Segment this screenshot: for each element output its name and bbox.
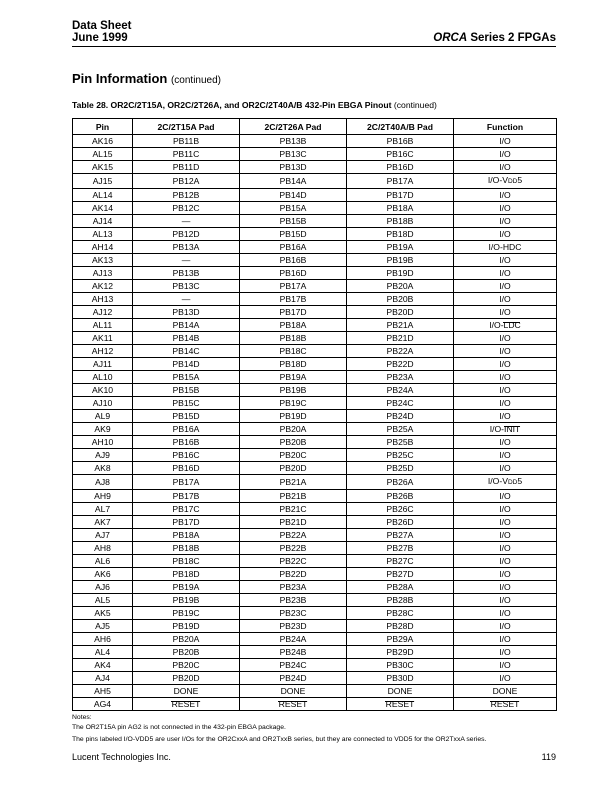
cell-15a-pad: PB17B xyxy=(133,490,240,503)
cell-40ab-pad: PB25B xyxy=(347,436,454,449)
table-row xyxy=(73,503,557,516)
table-row xyxy=(73,423,557,436)
table-row xyxy=(73,555,557,568)
cell-26a-pad: PB20B xyxy=(240,436,347,449)
cell-40ab-pad: DONE xyxy=(347,685,454,698)
cell-pin: AJ15 xyxy=(73,174,133,189)
table-caption-text: Table 28. OR2C/2T15A, OR2C/2T26A, and OR2C/2T40A/B 432-Pin EBGA Pinout xyxy=(72,100,392,110)
cell-40ab-pad: PB16D xyxy=(347,161,454,174)
table-row xyxy=(73,306,557,319)
table-row xyxy=(73,345,557,358)
col-function: Function xyxy=(454,119,557,135)
cell-15a-pad: PB19D xyxy=(133,620,240,633)
cell-function: I/O-LDC xyxy=(454,319,557,332)
cell-26a-pad: PB23D xyxy=(240,620,347,633)
cell-function: I/O xyxy=(454,620,557,633)
cell-pin: AJ12 xyxy=(73,306,133,319)
cell-pin: AK7 xyxy=(73,516,133,529)
cell-26a-pad: PB19D xyxy=(240,410,347,423)
product-series: Series 2 FPGAs xyxy=(467,32,556,44)
cell-26a-pad: PB17A xyxy=(240,280,347,293)
cell-40ab-pad: PB28A xyxy=(347,581,454,594)
cell-26a-pad: PB24B xyxy=(240,646,347,659)
cell-15a-pad: DONE xyxy=(133,685,240,698)
cell-function: I/O xyxy=(454,148,557,161)
doc-header-right xyxy=(433,32,556,44)
cell-15a-pad: PB19B xyxy=(133,594,240,607)
col-15a-pad: 2C/2T15A Pad xyxy=(133,119,240,135)
cell-26a-pad: PB21B xyxy=(240,490,347,503)
cell-15a-pad: PB16B xyxy=(133,436,240,449)
cell-26a-pad: PB18C xyxy=(240,345,347,358)
cell-pin: AK12 xyxy=(73,280,133,293)
cell-40ab-pad: PB20B xyxy=(347,293,454,306)
table-row xyxy=(73,397,557,410)
cell-15a-pad: PB11D xyxy=(133,161,240,174)
cell-15a-pad: PB12D xyxy=(133,228,240,241)
cell-function: I/O xyxy=(454,202,557,215)
cell-26a-pad: PB13B xyxy=(240,135,347,148)
cell-function: I/O xyxy=(454,228,557,241)
cell-function: I/O xyxy=(454,384,557,397)
cell-function: I/O xyxy=(454,555,557,568)
cell-15a-pad: PB14A xyxy=(133,319,240,332)
cell-40ab-pad: PB18A xyxy=(347,202,454,215)
cell-function: I/O xyxy=(454,503,557,516)
overline-mark xyxy=(504,426,520,427)
cell-function: I/O xyxy=(454,672,557,685)
cell-pin: AK5 xyxy=(73,607,133,620)
cell-function: I/O xyxy=(454,189,557,202)
cell-26a-pad: PB13D xyxy=(240,161,347,174)
cell-pin: AH6 xyxy=(73,633,133,646)
cell-26a-pad: PB24A xyxy=(240,633,347,646)
cell-15a-pad: — xyxy=(133,215,240,228)
overline-mark xyxy=(503,322,520,323)
cell-function: RESET xyxy=(454,698,557,711)
cell-pin: AJ7 xyxy=(73,529,133,542)
cell-function: I/O xyxy=(454,345,557,358)
cell-pin: AJ10 xyxy=(73,397,133,410)
cell-function: I/O-INIT xyxy=(454,423,557,436)
cell-function: I/O xyxy=(454,436,557,449)
cell-function: I/O xyxy=(454,594,557,607)
table-row xyxy=(73,332,557,345)
cell-pin: AH14 xyxy=(73,241,133,254)
table-row xyxy=(73,490,557,503)
cell-pin: AL9 xyxy=(73,410,133,423)
cell-function: I/O xyxy=(454,633,557,646)
cell-26a-pad: PB22A xyxy=(240,529,347,542)
table-row xyxy=(73,581,557,594)
table-row xyxy=(73,436,557,449)
table-body xyxy=(73,135,557,711)
overline-mark xyxy=(490,701,519,702)
cell-40ab-pad: PB17A xyxy=(347,174,454,189)
table-row xyxy=(73,215,557,228)
cell-40ab-pad: PB26B xyxy=(347,490,454,503)
cell-26a-pad: PB14A xyxy=(240,174,347,189)
table-row xyxy=(73,174,557,189)
cell-26a-pad: PB24D xyxy=(240,672,347,685)
cell-26a-pad: DONE xyxy=(240,685,347,698)
product-brand: ORCA xyxy=(433,32,468,44)
table-row xyxy=(73,254,557,267)
cell-15a-pad: PB16A xyxy=(133,423,240,436)
cell-15a-pad: PB20C xyxy=(133,659,240,672)
table-row xyxy=(73,620,557,633)
cell-function: I/O xyxy=(454,371,557,384)
cell-pin: AH5 xyxy=(73,685,133,698)
cell-40ab-pad: PB24D xyxy=(347,410,454,423)
cell-function: I/O-HDC xyxy=(454,241,557,254)
cell-26a-pad: PB23A xyxy=(240,581,347,594)
cell-function: I/O xyxy=(454,254,557,267)
cell-function: I/O xyxy=(454,410,557,423)
cell-pin: AL13 xyxy=(73,228,133,241)
table-row xyxy=(73,568,557,581)
table-row xyxy=(73,319,557,332)
table-row xyxy=(73,542,557,555)
cell-15a-pad: PB15C xyxy=(133,397,240,410)
cell-pin: AK11 xyxy=(73,332,133,345)
cell-function: I/O xyxy=(454,306,557,319)
note-1: The OR2T15A pin AG2 is not connected in the 432-pin EBGA package. xyxy=(72,724,286,731)
table-caption xyxy=(72,100,437,110)
footer-company: Lucent Technologies Inc. xyxy=(72,752,171,762)
cell-40ab-pad: PB20A xyxy=(347,280,454,293)
cell-26a-pad: PB15B xyxy=(240,215,347,228)
cell-26a-pad: PB14D xyxy=(240,189,347,202)
cell-26a-pad: RESET xyxy=(240,698,347,711)
col-pin: Pin xyxy=(73,119,133,135)
cell-40ab-pad: PB25C xyxy=(347,449,454,462)
cell-pin: AH12 xyxy=(73,345,133,358)
cell-pin: AL11 xyxy=(73,319,133,332)
cell-26a-pad: PB15A xyxy=(240,202,347,215)
cell-pin: AL4 xyxy=(73,646,133,659)
table-header-row xyxy=(73,119,557,135)
cell-pin: AJ5 xyxy=(73,620,133,633)
table-row xyxy=(73,189,557,202)
table-row xyxy=(73,516,557,529)
doc-type: Data Sheet xyxy=(72,20,132,32)
cell-pin: AJ11 xyxy=(73,358,133,371)
table-row xyxy=(73,267,557,280)
cell-40ab-pad: PB19D xyxy=(347,267,454,280)
cell-26a-pad: PB16B xyxy=(240,254,347,267)
cell-15a-pad: PB15D xyxy=(133,410,240,423)
table-row xyxy=(73,659,557,672)
cell-15a-pad: PB14C xyxy=(133,345,240,358)
cell-40ab-pad: PB18D xyxy=(347,228,454,241)
cell-function: I/O-VDD5 xyxy=(454,174,557,189)
cell-pin: AH8 xyxy=(73,542,133,555)
cell-26a-pad: PB22C xyxy=(240,555,347,568)
table-row xyxy=(73,449,557,462)
cell-40ab-pad: PB30D xyxy=(347,672,454,685)
cell-26a-pad: PB18B xyxy=(240,332,347,345)
section-title-text: Pin Information xyxy=(72,71,168,86)
cell-function: I/O xyxy=(454,397,557,410)
cell-15a-pad: PB17A xyxy=(133,475,240,490)
cell-15a-pad: — xyxy=(133,293,240,306)
cell-26a-pad: PB17B xyxy=(240,293,347,306)
cell-pin: AK10 xyxy=(73,384,133,397)
cell-pin: AL10 xyxy=(73,371,133,384)
cell-pin: AL14 xyxy=(73,189,133,202)
table-row xyxy=(73,358,557,371)
cell-15a-pad: PB13D xyxy=(133,306,240,319)
cell-pin: AK15 xyxy=(73,161,133,174)
cell-40ab-pad: PB20D xyxy=(347,306,454,319)
cell-15a-pad: PB18B xyxy=(133,542,240,555)
table-row xyxy=(73,293,557,306)
cell-pin: AK14 xyxy=(73,202,133,215)
cell-40ab-pad: PB26A xyxy=(347,475,454,490)
cell-40ab-pad: PB27C xyxy=(347,555,454,568)
cell-function: I/O xyxy=(454,161,557,174)
overline-mark xyxy=(278,701,307,702)
cell-26a-pad: PB20A xyxy=(240,423,347,436)
note-2: The pins labeled I/O-VDD5 are user I/Os for the OR2CxxA and OR2TxxB series, but they are connected to VDD5 for the OR2TxxA series. xyxy=(72,736,487,743)
cell-function: I/O xyxy=(454,607,557,620)
cell-function: I/O xyxy=(454,462,557,475)
cell-15a-pad: PB16C xyxy=(133,449,240,462)
table-caption-suffix: (continued) xyxy=(393,100,437,110)
cell-15a-pad: PB17D xyxy=(133,516,240,529)
doc-date: June 1999 xyxy=(72,32,128,44)
cell-40ab-pad: PB18B xyxy=(347,215,454,228)
cell-40ab-pad: PB24C xyxy=(347,397,454,410)
table-row xyxy=(73,698,557,711)
cell-function: I/O xyxy=(454,358,557,371)
cell-15a-pad: PB19C xyxy=(133,607,240,620)
table-row xyxy=(73,672,557,685)
cell-26a-pad: PB22D xyxy=(240,568,347,581)
table-row xyxy=(73,685,557,698)
cell-function: I/O xyxy=(454,215,557,228)
cell-15a-pad: PB13A xyxy=(133,241,240,254)
cell-15a-pad: PB15B xyxy=(133,384,240,397)
cell-40ab-pad: PB29A xyxy=(347,633,454,646)
cell-function: I/O xyxy=(454,568,557,581)
cell-15a-pad: PB13B xyxy=(133,267,240,280)
table-row xyxy=(73,475,557,490)
table-row xyxy=(73,148,557,161)
cell-40ab-pad: PB17D xyxy=(347,189,454,202)
cell-function: I/O xyxy=(454,581,557,594)
table-row xyxy=(73,202,557,215)
cell-40ab-pad: PB29D xyxy=(347,646,454,659)
cell-40ab-pad: PB16B xyxy=(347,135,454,148)
cell-15a-pad: PB19A xyxy=(133,581,240,594)
table-row xyxy=(73,646,557,659)
cell-function: I/O xyxy=(454,516,557,529)
cell-26a-pad: PB20C xyxy=(240,449,347,462)
cell-15a-pad: PB14D xyxy=(133,358,240,371)
cell-26a-pad: PB18A xyxy=(240,319,347,332)
cell-pin: AL5 xyxy=(73,594,133,607)
cell-pin: AH10 xyxy=(73,436,133,449)
table-row xyxy=(73,384,557,397)
section-title xyxy=(72,71,221,86)
table-row xyxy=(73,280,557,293)
cell-26a-pad: PB23B xyxy=(240,594,347,607)
cell-function: I/O xyxy=(454,659,557,672)
cell-15a-pad: PB12B xyxy=(133,189,240,202)
cell-15a-pad: PB14B xyxy=(133,332,240,345)
overline-mark xyxy=(385,701,414,702)
table-row xyxy=(73,241,557,254)
cell-function: I/O xyxy=(454,529,557,542)
cell-function: I/O xyxy=(454,293,557,306)
cell-26a-pad: PB19B xyxy=(240,384,347,397)
cell-15a-pad: PB17C xyxy=(133,503,240,516)
cell-40ab-pad: PB28D xyxy=(347,620,454,633)
cell-function: I/O-VDD5 xyxy=(454,475,557,490)
cell-pin: AL15 xyxy=(73,148,133,161)
cell-function: I/O xyxy=(454,646,557,659)
cell-40ab-pad: PB22A xyxy=(347,345,454,358)
cell-40ab-pad: PB21A xyxy=(347,319,454,332)
cell-40ab-pad: PB19B xyxy=(347,254,454,267)
table-row xyxy=(73,462,557,475)
col-26a-pad: 2C/2T26A Pad xyxy=(240,119,347,135)
cell-26a-pad: PB24C xyxy=(240,659,347,672)
section-suffix: (continued) xyxy=(170,75,221,86)
notes xyxy=(72,713,486,745)
cell-40ab-pad: PB27A xyxy=(347,529,454,542)
cell-15a-pad: PB12A xyxy=(133,174,240,189)
cell-pin: AJ14 xyxy=(73,215,133,228)
cell-40ab-pad: PB28C xyxy=(347,607,454,620)
cell-26a-pad: PB16A xyxy=(240,241,347,254)
cell-40ab-pad: PB21D xyxy=(347,332,454,345)
table-row xyxy=(73,228,557,241)
table-row xyxy=(73,607,557,620)
cell-15a-pad: PB12C xyxy=(133,202,240,215)
cell-40ab-pad: PB30C xyxy=(347,659,454,672)
col-40ab-pad: 2C/2T40A/B Pad xyxy=(347,119,454,135)
cell-40ab-pad: PB19A xyxy=(347,241,454,254)
table-row xyxy=(73,529,557,542)
cell-40ab-pad: PB26C xyxy=(347,503,454,516)
doc-header-left xyxy=(72,20,131,44)
cell-15a-pad: PB18A xyxy=(133,529,240,542)
cell-function: I/O xyxy=(454,332,557,345)
cell-pin: AJ9 xyxy=(73,449,133,462)
cell-40ab-pad: PB28B xyxy=(347,594,454,607)
cell-26a-pad: PB23C xyxy=(240,607,347,620)
cell-function: I/O xyxy=(454,542,557,555)
cell-function: I/O xyxy=(454,280,557,293)
cell-pin: AG4 xyxy=(73,698,133,711)
cell-26a-pad: PB18D xyxy=(240,358,347,371)
cell-function: I/O xyxy=(454,135,557,148)
cell-pin: AJ8 xyxy=(73,475,133,490)
cell-15a-pad: PB13C xyxy=(133,280,240,293)
cell-40ab-pad: PB25D xyxy=(347,462,454,475)
cell-40ab-pad: PB26D xyxy=(347,516,454,529)
cell-15a-pad: PB18C xyxy=(133,555,240,568)
cell-15a-pad: RESET xyxy=(133,698,240,711)
cell-function: I/O xyxy=(454,267,557,280)
cell-pin: AH9 xyxy=(73,490,133,503)
cell-15a-pad: PB20B xyxy=(133,646,240,659)
cell-pin: AL7 xyxy=(73,503,133,516)
cell-15a-pad: PB18D xyxy=(133,568,240,581)
cell-26a-pad: PB21C xyxy=(240,503,347,516)
cell-function: I/O xyxy=(454,449,557,462)
cell-pin: AK9 xyxy=(73,423,133,436)
cell-40ab-pad: PB22D xyxy=(347,358,454,371)
table-row xyxy=(73,410,557,423)
cell-26a-pad: PB21A xyxy=(240,475,347,490)
cell-40ab-pad: PB27D xyxy=(347,568,454,581)
cell-40ab-pad: PB25A xyxy=(347,423,454,436)
cell-40ab-pad: PB27B xyxy=(347,542,454,555)
cell-26a-pad: PB15D xyxy=(240,228,347,241)
cell-15a-pad: PB15A xyxy=(133,371,240,384)
cell-pin: AK6 xyxy=(73,568,133,581)
cell-26a-pad: PB19A xyxy=(240,371,347,384)
cell-40ab-pad: PB16C xyxy=(347,148,454,161)
table-row xyxy=(73,135,557,148)
cell-26a-pad: PB21D xyxy=(240,516,347,529)
page-number: 119 xyxy=(541,752,556,762)
cell-26a-pad: PB22B xyxy=(240,542,347,555)
table-row xyxy=(73,633,557,646)
cell-40ab-pad: PB24A xyxy=(347,384,454,397)
cell-pin: AK4 xyxy=(73,659,133,672)
cell-pin: AJ6 xyxy=(73,581,133,594)
notes-label: Notes: xyxy=(72,714,92,721)
cell-26a-pad: PB13C xyxy=(240,148,347,161)
cell-15a-pad: PB16D xyxy=(133,462,240,475)
cell-15a-pad: — xyxy=(133,254,240,267)
cell-pin: AK13 xyxy=(73,254,133,267)
cell-26a-pad: PB17D xyxy=(240,306,347,319)
cell-pin: AJ4 xyxy=(73,672,133,685)
pinout-table xyxy=(72,118,557,711)
cell-pin: AK8 xyxy=(73,462,133,475)
cell-pin: AK16 xyxy=(73,135,133,148)
cell-15a-pad: PB11C xyxy=(133,148,240,161)
cell-15a-pad: PB20D xyxy=(133,672,240,685)
header-rule xyxy=(72,46,556,47)
cell-pin: AH13 xyxy=(73,293,133,306)
table-row xyxy=(73,594,557,607)
cell-26a-pad: PB19C xyxy=(240,397,347,410)
cell-40ab-pad: PB23A xyxy=(347,371,454,384)
cell-26a-pad: PB16D xyxy=(240,267,347,280)
cell-40ab-pad: RESET xyxy=(347,698,454,711)
table-row xyxy=(73,371,557,384)
overline-mark xyxy=(171,701,200,702)
cell-15a-pad: PB11B xyxy=(133,135,240,148)
cell-26a-pad: PB20D xyxy=(240,462,347,475)
cell-15a-pad: PB20A xyxy=(133,633,240,646)
cell-function: I/O xyxy=(454,490,557,503)
table-row xyxy=(73,161,557,174)
cell-pin: AL6 xyxy=(73,555,133,568)
cell-function: DONE xyxy=(454,685,557,698)
cell-pin: AJ13 xyxy=(73,267,133,280)
